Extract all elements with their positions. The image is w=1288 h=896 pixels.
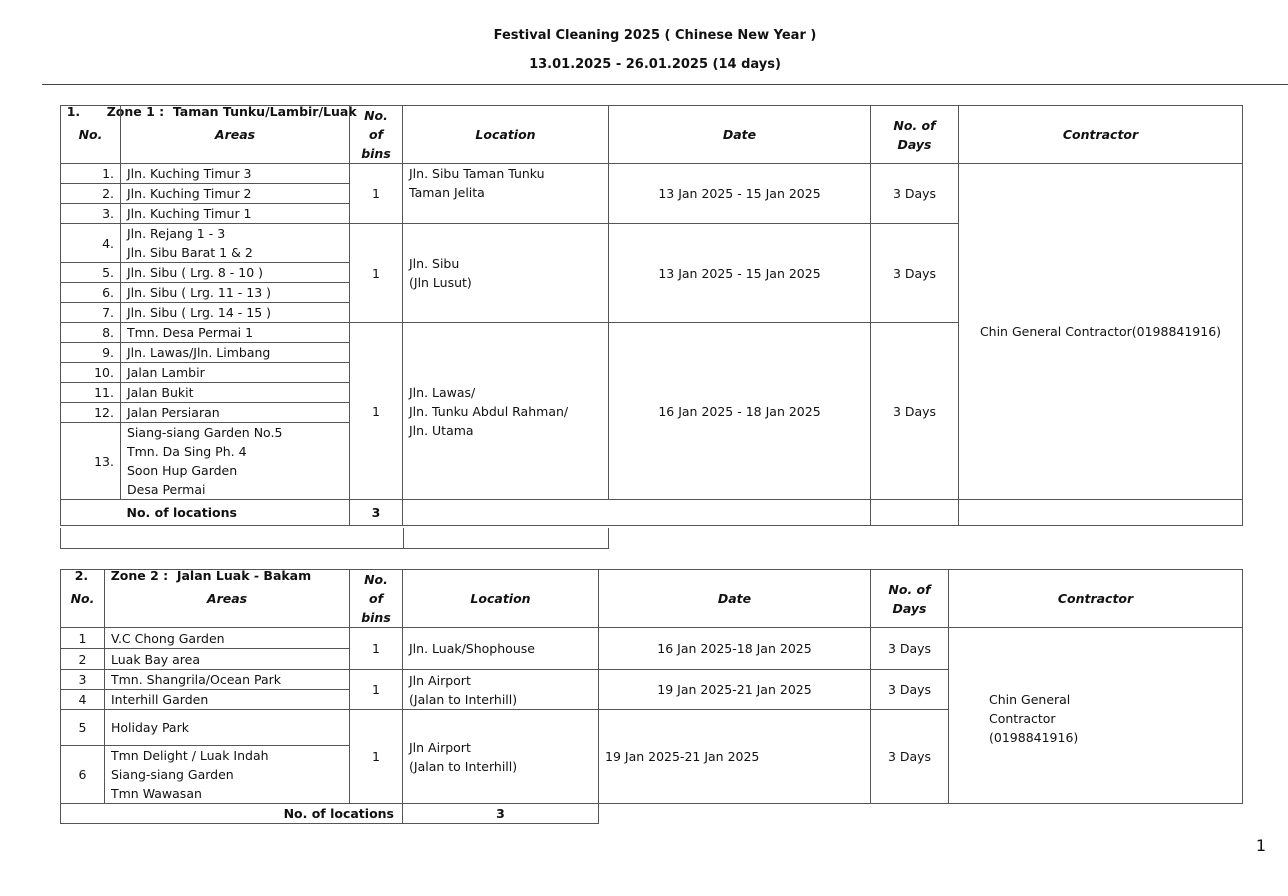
group-days: 3 Days xyxy=(871,670,949,710)
zone2-table xyxy=(60,569,1243,824)
row-no: 13. xyxy=(61,423,121,500)
col-contractor-header: Contractor xyxy=(949,570,1243,628)
zone1-label: Zone 1 : Taman Tunku/Lambir/Luak xyxy=(106,104,357,119)
group-location: Jln. Sibu Taman Tunku Taman Jelita xyxy=(403,164,609,224)
contractor-cell: Chin General Contractor(0198841916) xyxy=(959,164,1243,500)
col-bins-header: No. of bins xyxy=(350,570,403,628)
group-bins: 1 xyxy=(350,164,403,224)
zone2-label: Zone 2 : Jalan Luak - Bakam xyxy=(110,568,312,583)
group-date: 19 Jan 2025-21 Jan 2025 xyxy=(599,710,871,804)
total-value: 3 xyxy=(350,500,403,526)
document-title: Festival Cleaning 2025 ( Chinese New Year ) xyxy=(493,28,817,43)
row-area: Jln. Kuching Timur 2 xyxy=(121,184,350,204)
col-no-header: No. xyxy=(61,106,121,164)
row-area: Jalan Bukit xyxy=(121,383,350,403)
row-area: Jln. Sibu ( Lrg. 14 - 15 ) xyxy=(121,303,350,323)
group-days: 3 Days xyxy=(871,628,949,670)
row-area: Holiday Park xyxy=(105,710,350,746)
row-area: Jalan Persiaran xyxy=(121,403,350,423)
row-no: 5. xyxy=(61,263,121,283)
document-period: 13.01.2025 - 26.01.2025 (14 days) xyxy=(529,57,781,72)
group-date: 19 Jan 2025-21 Jan 2025 xyxy=(599,670,871,710)
row-no: 10. xyxy=(61,363,121,383)
group-bins: 1 xyxy=(350,670,403,710)
zone2-header-row xyxy=(61,570,1243,628)
row-no: 4. xyxy=(61,224,121,263)
row-no: 9. xyxy=(61,343,121,363)
group-location: Jln. Lawas/ Jln. Tunku Abdul Rahman/ Jln. Utama xyxy=(403,323,609,500)
group-date: 16 Jan 2025 - 18 Jan 2025 xyxy=(609,323,871,500)
col-days-header: No. of Days xyxy=(871,106,959,164)
group-bins: 1 xyxy=(350,628,403,670)
col-no-header: No. xyxy=(61,570,105,628)
row-area: V.C Chong Garden xyxy=(105,628,350,649)
col-location-header: Location xyxy=(403,106,609,164)
row-area: Tmn. Shangrila/Ocean Park xyxy=(105,670,350,690)
row-area: Tmn. Desa Permai 1 xyxy=(121,323,350,343)
zone1-total-row xyxy=(61,500,1243,526)
col-areas-header: Areas xyxy=(105,570,350,628)
row-area: Jln. Sibu ( Lrg. 8 - 10 ) xyxy=(121,263,350,283)
group-days: 3 Days xyxy=(871,224,959,323)
row-no: 1. xyxy=(61,164,121,184)
zone1-table xyxy=(60,105,1243,526)
row-area: Jln. Lawas/Jln. Limbang xyxy=(121,343,350,363)
zone1-header-row xyxy=(61,106,1243,164)
row-area: Luak Bay area xyxy=(105,649,350,670)
row-no: 1 xyxy=(61,628,105,649)
row-area: Interhill Garden xyxy=(105,690,350,710)
row-no: 5 xyxy=(61,710,105,746)
group-location: Jln Airport (Jalan to Interhill) xyxy=(403,710,599,804)
group-bins: 1 xyxy=(350,224,403,323)
row-no: 6. xyxy=(61,283,121,303)
row-no: 6 xyxy=(61,746,105,804)
group-date: 13 Jan 2025 - 15 Jan 2025 xyxy=(609,224,871,323)
total-label: No. of locations xyxy=(121,500,350,526)
group-location: Jln Airport (Jalan to Interhill) xyxy=(403,670,599,710)
group-days: 3 Days xyxy=(871,164,959,224)
row-area: Jln. Kuching Timur 3 xyxy=(121,164,350,184)
table-row xyxy=(61,164,1243,184)
total-value: 3 xyxy=(403,804,599,824)
contractor-cell: Chin General Contractor (0198841916) xyxy=(949,628,1243,804)
table-row xyxy=(61,628,1243,649)
row-area: Jln. Kuching Timur 1 xyxy=(121,204,350,224)
row-no: 7. xyxy=(61,303,121,323)
col-location-header: Location xyxy=(403,570,599,628)
row-no: 2 xyxy=(61,649,105,670)
group-location: Jln. Luak/Shophouse xyxy=(403,628,599,670)
row-no: 11. xyxy=(61,383,121,403)
zone2-number: 2. xyxy=(74,568,89,583)
row-area: Jln. Sibu ( Lrg. 11 - 13 ) xyxy=(121,283,350,303)
zone1-table-stub xyxy=(60,528,608,548)
row-no: 3 xyxy=(61,670,105,690)
group-bins: 1 xyxy=(350,710,403,804)
row-area: Jalan Lambir xyxy=(121,363,350,383)
zone2-total-row xyxy=(61,804,1243,824)
col-days-header: No. of Days xyxy=(871,570,949,628)
row-no: 2. xyxy=(61,184,121,204)
row-no: 8. xyxy=(61,323,121,343)
col-bins-header: No. of bins xyxy=(350,106,403,164)
col-date-header: Date xyxy=(599,570,871,628)
row-area: Jln. Rejang 1 - 3 Jln. Sibu Barat 1 & 2 xyxy=(121,224,350,263)
row-no: 4 xyxy=(61,690,105,710)
group-date: 13 Jan 2025 - 15 Jan 2025 xyxy=(609,164,871,224)
group-location: Jln. Sibu (Jln Lusut) xyxy=(403,224,609,323)
row-area: Tmn Delight / Luak Indah Siang-siang Garden Tmn Wawasan xyxy=(105,746,350,804)
header-rule xyxy=(42,84,1288,85)
col-date-header: Date xyxy=(609,106,871,164)
total-label: No. of locations xyxy=(61,804,403,824)
row-no: 12. xyxy=(61,403,121,423)
group-date: 16 Jan 2025-18 Jan 2025 xyxy=(599,628,871,670)
zone1-number: 1. xyxy=(66,104,81,119)
group-days: 3 Days xyxy=(871,323,959,500)
group-days: 3 Days xyxy=(871,710,949,804)
row-no: 3. xyxy=(61,204,121,224)
group-bins: 1 xyxy=(350,323,403,500)
row-area: Siang-siang Garden No.5 Tmn. Da Sing Ph. 4 Soon Hup Garden Desa Permai xyxy=(121,423,350,500)
col-contractor-header: Contractor xyxy=(959,106,1243,164)
col-areas-header: Areas xyxy=(121,106,350,164)
page-number: 1 xyxy=(1255,836,1266,855)
